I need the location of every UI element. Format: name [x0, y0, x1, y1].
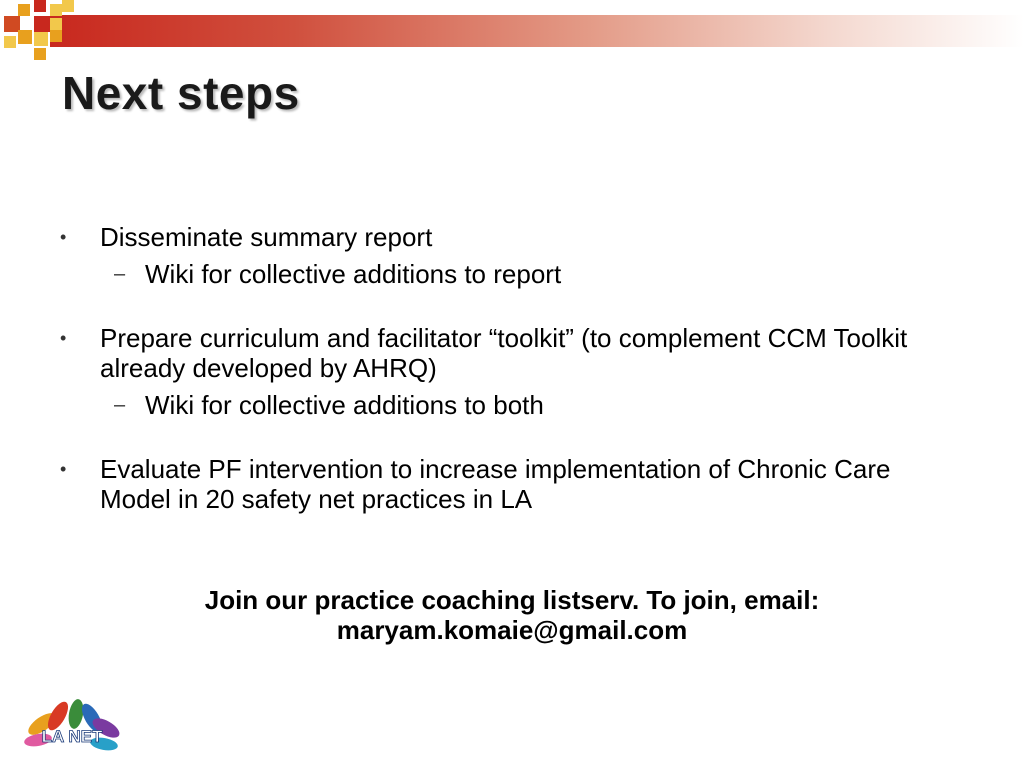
join-listserv-callout [100, 585, 924, 645]
bullet-list [60, 222, 940, 514]
sub-bullet-item [100, 259, 940, 289]
sub-bullet-text: Wiki for collective additions to both [145, 390, 544, 420]
sub-bullet-text: Wiki for collective additions to report [145, 259, 562, 289]
join-line: Join our practice coaching listserv. To join, email: [204, 585, 820, 615]
header-gradient-band [50, 15, 1024, 47]
dash-icon: – [114, 263, 126, 285]
hands-logo-icon [20, 694, 124, 758]
bullet-dot-icon: • [60, 459, 67, 479]
la-net-logo [20, 694, 124, 758]
sub-bullet-item [100, 390, 940, 420]
bullet-item [60, 222, 940, 289]
bullet-item [60, 454, 940, 514]
bullet-dot-icon: • [60, 328, 67, 348]
dash-icon: – [114, 394, 126, 416]
bullet-text: Disseminate summary report [100, 222, 433, 252]
logo-text: LA NET [41, 727, 103, 746]
bullet-item [60, 323, 940, 420]
slide-title: Next steps [62, 67, 300, 119]
bullet-text: Prepare curriculum and facilitator “toolkit” (to complement CCM Toolkit already developed by AHRQ) [100, 323, 908, 383]
corner-squares-decoration [0, 0, 80, 62]
bullet-text: Evaluate PF intervention to increase implementation of Chronic Care Model in 20 safety net practices in LA [100, 454, 891, 514]
bullet-dot-icon: • [60, 227, 67, 247]
email-address: maryam.komaie@gmail.com [336, 615, 688, 645]
